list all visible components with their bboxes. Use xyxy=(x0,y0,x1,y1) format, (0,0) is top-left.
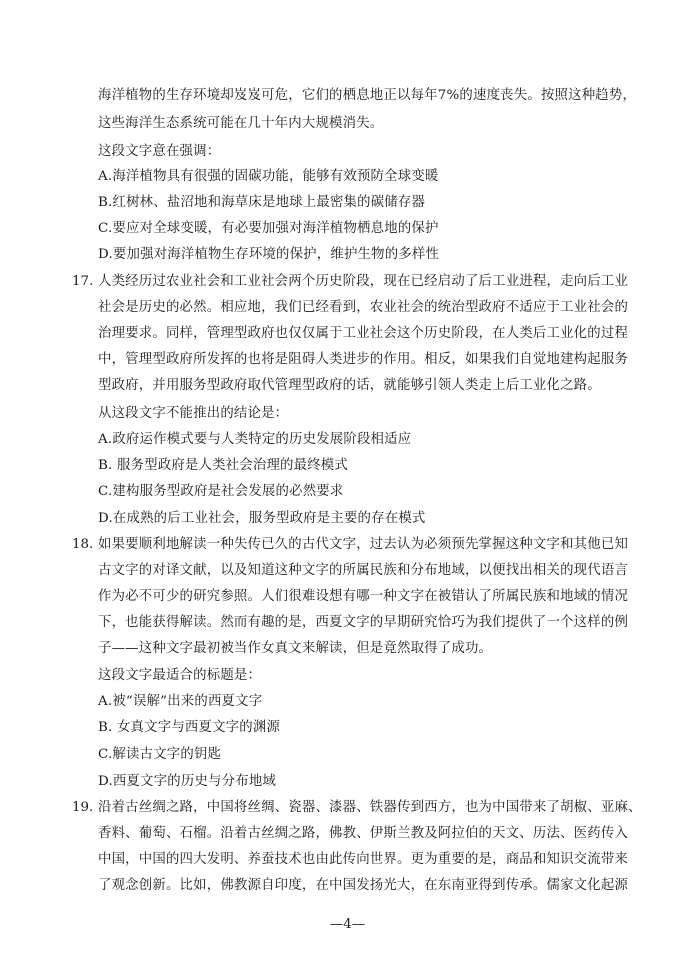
q19-line-4: 了观念创新。比如，佛教源自印度，在中国发扬光大，在东南亚得到传承。儒家文化起源 xyxy=(98,878,629,893)
intro-line-2: 这些海洋生态系统可能在几十年内大规模消失。 xyxy=(98,116,384,131)
q17-option-c: C.建构服务型政府是社会发展的必然要求 xyxy=(98,484,344,499)
q17-line-2: 社会是历史的必然。相应地，我们已经看到，农业社会的统治型政府不适应于工业社会的 xyxy=(98,300,629,315)
q19-line-1: 沿着古丝绸之路，中国将丝绸、瓷器、漆器、铁器传到西方，也为中国带来了胡椒、亚麻、 xyxy=(98,800,642,815)
intro-line-1: 海洋植物的生存环境却岌岌可危，它们的栖息地正以每年7%的速度丧失。按照这种趋势， xyxy=(98,88,637,103)
q19-number: 19. xyxy=(72,800,94,815)
q16-option-a: A.海洋植物具有很强的固碳功能，能够有效预防全球变暖 xyxy=(98,169,439,184)
q16-option-d: D.要加强对海洋植物生存环境的保护，维护生物的多样性 xyxy=(98,247,440,262)
q16-option-b: B.红树林、盐沼地和海草床是地球上最密集的碳储存器 xyxy=(98,195,426,210)
q17-line-4: 中，管理型政府所发挥的也将是阻碍人类进步的作用。相反，如果我们自觉地建构起服务 xyxy=(98,352,629,367)
q18-line-4: 下，也能获得解读。然而有趣的是，西夏文字的早期研究恰巧为我们提供了一个这样的例 xyxy=(98,615,629,630)
q18-line-2: 古文字的对译文献，以及知道这种文字的所属民族和分布地域，以便找出相关的现代语言 xyxy=(98,563,629,578)
q17-line-1: 人类经历过农业社会和工业社会两个历史阶段，现在已经启动了后工业进程，走向后工业 xyxy=(98,274,629,289)
q18-line-3: 作为必不可少的研究参照。人们很难设想有哪一种文字在被错认了所属民族和地域的情况 xyxy=(98,589,629,604)
q17-prompt: 从这段文字不能推出的结论是： xyxy=(98,406,289,421)
q19-line-2: 香料、葡萄、石榴。沿着古丝绸之路，佛教、伊斯兰教及阿拉伯的天文、历法、医药传入 xyxy=(98,826,629,841)
q18-line-5: 子——这种文字最初被当作女真文来解读，但是竟然取得了成功。 xyxy=(98,641,493,656)
q17-option-a: A.政府运作模式要与人类特定的历史发展阶段相适应 xyxy=(98,432,412,447)
q18-option-c: C.解读古文字的钥匙 xyxy=(98,747,222,762)
q17-line-3: 治理要求。同样，管理型政府也仅仅属于工业社会这个历史阶段，在人类后工业化的过程 xyxy=(98,326,629,341)
q18-line-1: 如果要顺利地解读一种失传已久的古代文字，过去认为必须预先掌握这种文字和其他已知 xyxy=(98,537,629,552)
q18-option-a: A.被“误解”出来的西夏文字 xyxy=(98,694,263,709)
q16-option-c: C.要应对全球变暖，有必要加强对海洋植物栖息地的保护 xyxy=(98,221,439,236)
q18-prompt: 这段文字最适合的标题是： xyxy=(98,668,262,683)
q17-number: 17. xyxy=(72,274,94,289)
q17-line-5: 型政府，并用服务型政府取代管理型政府的话，就能够引领人类走上后工业化之路。 xyxy=(98,378,601,393)
q16-prompt: 这段文字意在强调： xyxy=(98,144,221,159)
q18-number: 18. xyxy=(72,537,94,552)
page-number: —4— xyxy=(329,917,366,932)
q18-option-d: D.西夏文字的历史与分布地域 xyxy=(98,774,277,789)
q17-option-b: B. 服务型政府是人类社会治理的最终模式 xyxy=(98,458,348,473)
q18-option-b: B. 女真文字与西夏文字的渊源 xyxy=(98,720,281,735)
q17-option-d: D.在成熟的后工业社会，服务型政府是主要的存在模式 xyxy=(98,511,426,526)
q19-line-3: 中国，中国的四大发明、养蚕技术也由此传向世界。更为重要的是，商品和知识交流带来 xyxy=(98,852,629,867)
